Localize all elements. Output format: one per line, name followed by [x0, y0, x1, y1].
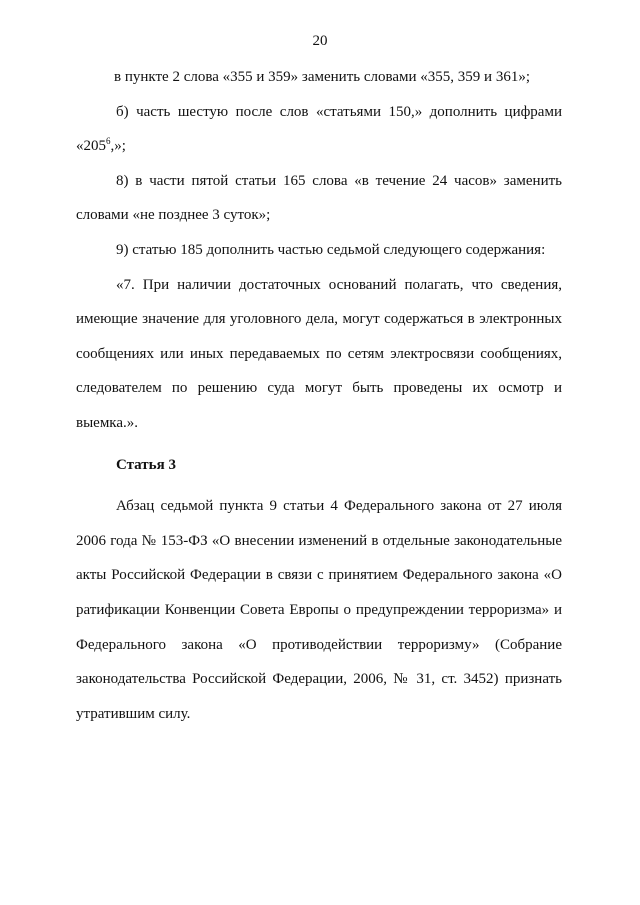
paragraph-6: Абзац седьмой пункта 9 статьи 4 Федерального закона от 27 июля 2006 года № 153-ФЗ «О внесении изменений в отдельные законодательные акты Российской Федерации в связи с принятием Федерального закона «О ратификации Конвенции Совета Европы о предупреждении терроризма» и Федерального закона «О противодействии терроризму» (Собрание законодательства Российской Федерации, 2006, № 31, ст. 3452) признать утратившим силу.	[76, 498, 562, 722]
page-number: 20	[312, 33, 328, 49]
paragraph-3: 8) в части пятой статьи 165 слова «в течение 24 часов» заменить словами «не позднее 3 суток»;	[76, 172, 562, 224]
paragraph-1: в пункте 2 слова «355 и 359» заменить словами «355, 359 и 361»;	[114, 69, 530, 85]
paragraph-2-tail: ,»;	[110, 138, 126, 155]
article-heading: Статья 3	[116, 456, 176, 473]
paragraph-2	[76, 95, 562, 164]
paragraph-4: 9) статью 185 дополнить частью седьмой следующего содержания:	[116, 241, 546, 258]
paragraph-2-text: б) часть шестую после слов «статьями 150,» дополнить цифрами «205	[76, 103, 562, 155]
paragraph-2-superscript: 6	[106, 136, 111, 147]
document-body	[76, 60, 562, 731]
paragraph-5: «7. При наличии достаточных оснований полагать, что сведения, имеющие значение для уголовного дела, могут содержаться в электронных сообщениях или иных передаваемых по сетям электросвязи сообщениях, следователем по решению суда могут быть проведены их осмотр и выемка.».	[76, 276, 562, 431]
